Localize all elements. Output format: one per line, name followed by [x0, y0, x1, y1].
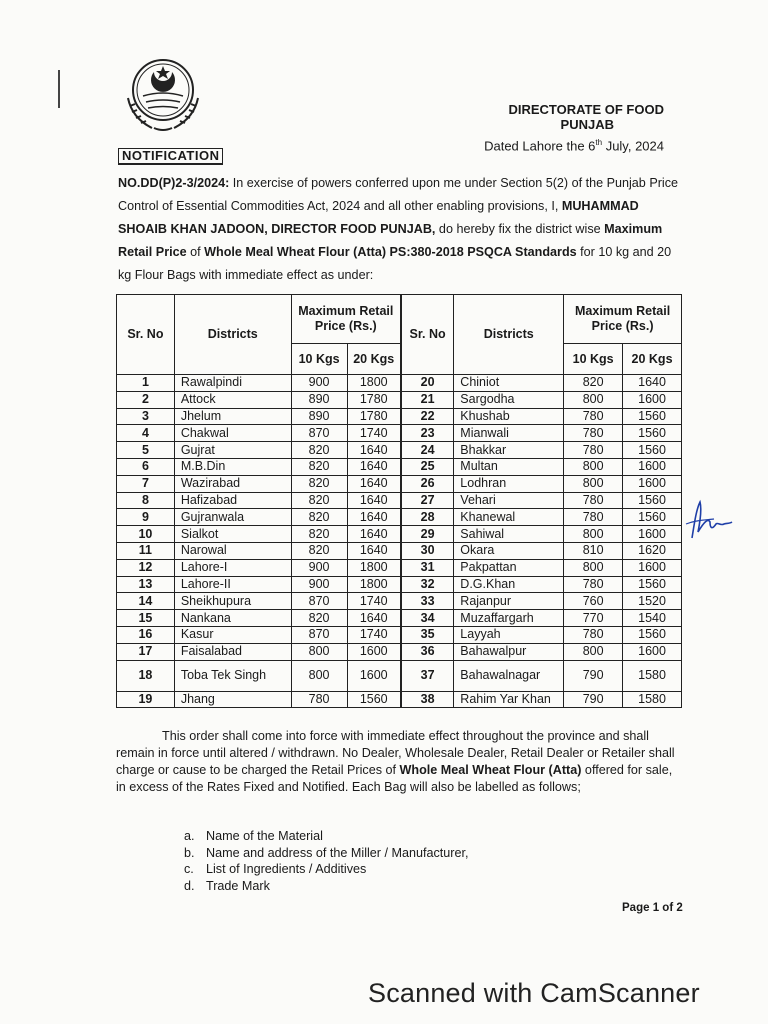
district-cell: Sargodha: [454, 391, 564, 408]
table-row: [117, 391, 682, 408]
price-10kg-cell: 820: [291, 442, 347, 459]
sr-no-cell: 9: [117, 509, 175, 526]
order-paragraph: This order shall come into force with immediate effect throughout the province and shall remain in force until altered / withdrawn. No Dealer, Wholesale Dealer, Retail Dealer or Retailer shall charge or cause to be charged the Retail Prices of Whole Meal Wheat Flour (Atta) offered for sale, in excess of the Rates Fixed and Notified. Each Bag will also be labelled as follows;: [116, 729, 675, 794]
price-10kg-cell: 800: [564, 458, 623, 475]
product-name: Whole Meal Wheat Flour (Atta): [399, 763, 582, 777]
district-cell: Pakpattan: [454, 559, 564, 576]
price-20kg-cell: 1640: [347, 442, 401, 459]
sr-no-cell: 23: [401, 425, 454, 442]
price-10kg-cell: 790: [564, 691, 623, 708]
list-item: b. Name and address of the Miller / Manufacturer,: [184, 845, 469, 860]
price-20kg-cell: 1800: [347, 375, 401, 392]
district-cell: Rajanpur: [454, 593, 564, 610]
district-cell: Kasur: [174, 626, 291, 643]
table-row: [117, 626, 682, 643]
table-row: [117, 643, 682, 660]
price-10kg-cell: 820: [564, 375, 623, 392]
price-10kg-cell: 780: [564, 492, 623, 509]
district-cell: Lahore-II: [174, 576, 291, 593]
district-cell: Bhakkar: [454, 442, 564, 459]
price-20kg-cell: 1520: [623, 593, 682, 610]
district-cell: Chiniot: [454, 375, 564, 392]
sr-no-cell: 22: [401, 408, 454, 425]
sr-no-cell: 12: [117, 559, 175, 576]
table-row: [117, 691, 682, 708]
price-20kg-cell: 1640: [347, 610, 401, 627]
district-cell: M.B.Din: [174, 458, 291, 475]
price-10kg-cell: 870: [291, 626, 347, 643]
price-10kg-cell: 760: [564, 593, 623, 610]
signature: [684, 498, 734, 542]
price-20kg-cell: 1640: [347, 475, 401, 492]
table-row: [117, 559, 682, 576]
price-10kg-cell: 800: [291, 643, 347, 660]
price-20kg-cell: 1560: [623, 492, 682, 509]
price-20kg-cell: 1640: [347, 509, 401, 526]
district-cell: Khanewal: [454, 509, 564, 526]
price-20kg-cell: 1780: [347, 408, 401, 425]
price-20kg-cell: 1600: [623, 458, 682, 475]
district-cell: Gujranwala: [174, 509, 291, 526]
issue-date: Dated Lahore the 6th July, 2024: [484, 138, 664, 154]
district-cell: Multan: [454, 458, 564, 475]
price-20kg-cell: 1640: [347, 458, 401, 475]
sr-no-cell: 4: [117, 425, 175, 442]
price-10kg-cell: 780: [564, 509, 623, 526]
col-header-districts: Districts: [454, 295, 564, 375]
price-10kg-cell: 900: [291, 559, 347, 576]
reference-number: NO.DD(P)2-3/2024:: [118, 176, 230, 190]
price-10kg-cell: 770: [564, 610, 623, 627]
price-20kg-cell: 1580: [623, 660, 682, 691]
price-20kg-cell: 1640: [347, 492, 401, 509]
sr-no-cell: 37: [401, 660, 454, 691]
sr-no-cell: 10: [117, 526, 175, 543]
district-cell: Bahawalpur: [454, 643, 564, 660]
price-10kg-cell: 800: [564, 526, 623, 543]
sr-no-cell: 30: [401, 542, 454, 559]
col-header-20kg: 20 Kgs: [347, 344, 401, 375]
col-header-20kg: 20 Kgs: [623, 344, 682, 375]
table-row: [117, 576, 682, 593]
district-cell: Layyah: [454, 626, 564, 643]
list-item: a. Name of the Material: [184, 829, 323, 843]
sr-no-cell: 33: [401, 593, 454, 610]
col-header-sr: Sr. No: [401, 295, 454, 375]
notification-heading: NOTIFICATION: [118, 148, 223, 165]
price-10kg-cell: 820: [291, 475, 347, 492]
price-20kg-cell: 1640: [347, 526, 401, 543]
district-cell: Khushab: [454, 408, 564, 425]
price-10kg-cell: 820: [291, 492, 347, 509]
district-cell: Mianwali: [454, 425, 564, 442]
price-20kg-cell: 1600: [623, 391, 682, 408]
letterhead: [484, 102, 664, 154]
table-row: [117, 526, 682, 543]
price-10kg-cell: 780: [291, 691, 347, 708]
price-20kg-cell: 1600: [623, 526, 682, 543]
price-20kg-cell: 1560: [623, 408, 682, 425]
sr-no-cell: 38: [401, 691, 454, 708]
sr-no-cell: 3: [117, 408, 175, 425]
price-10kg-cell: 870: [291, 593, 347, 610]
district-cell: Okara: [454, 542, 564, 559]
district-cell: Attock: [174, 391, 291, 408]
district-cell: Bahawalnagar: [454, 660, 564, 691]
sr-no-cell: 19: [117, 691, 175, 708]
price-table: [116, 294, 682, 708]
price-20kg-cell: 1580: [623, 691, 682, 708]
price-10kg-cell: 820: [291, 458, 347, 475]
scanner-watermark: Scanned with CamScanner: [368, 978, 700, 1008]
table-row: [117, 425, 682, 442]
price-10kg-cell: 890: [291, 408, 347, 425]
col-header-districts: Districts: [174, 295, 291, 375]
price-10kg-cell: 820: [291, 610, 347, 627]
sr-no-cell: 34: [401, 610, 454, 627]
district-cell: Gujrat: [174, 442, 291, 459]
price-10kg-cell: 800: [564, 559, 623, 576]
table-row: [117, 542, 682, 559]
price-10kg-cell: 780: [564, 425, 623, 442]
price-20kg-cell: 1740: [347, 593, 401, 610]
price-20kg-cell: 1600: [623, 643, 682, 660]
district-cell: Narowal: [174, 542, 291, 559]
price-20kg-cell: 1560: [623, 626, 682, 643]
col-header-10kg: 10 Kgs: [291, 344, 347, 375]
sr-no-cell: 29: [401, 526, 454, 543]
list-item: c. List of Ingredients / Additives: [184, 862, 367, 876]
price-10kg-cell: 810: [564, 542, 623, 559]
sr-no-cell: 11: [117, 542, 175, 559]
table-row: [117, 593, 682, 610]
price-20kg-cell: 1620: [623, 542, 682, 559]
district-cell: Hafizabad: [174, 492, 291, 509]
col-header-sr: Sr. No: [117, 295, 175, 375]
notification-intro: NO.DD(P)2-3/2024: In exercise of powers conferred upon me under Section 5(2) of the Punjab Price Control of Essential Commodities Act, 2024 and all other enabling provisions, I, MUHAMMAD SHOAIB KHAN JADOON, DIRECTOR FOOD PUNJAB, do hereby fix the district wise Maximum Retail Price of Whole Meal Wheat Flour (Atta) PS:380-2018 PSQCA Standards for 10 kg and 20 kg Flour Bags with immediate effect as under:: [118, 176, 679, 282]
sr-no-cell: 2: [117, 391, 175, 408]
price-10kg-cell: 800: [291, 660, 347, 691]
sr-no-cell: 36: [401, 643, 454, 660]
sr-no-cell: 15: [117, 610, 175, 627]
district-cell: Jhelum: [174, 408, 291, 425]
table-row: [117, 375, 682, 392]
district-cell: D.G.Khan: [454, 576, 564, 593]
col-header-mrp: Maximum Retail Price (Rs.): [564, 295, 682, 344]
price-10kg-cell: 780: [564, 442, 623, 459]
sr-no-cell: 21: [401, 391, 454, 408]
price-20kg-cell: 1600: [347, 643, 401, 660]
price-20kg-cell: 1740: [347, 425, 401, 442]
table-row: [117, 442, 682, 459]
scan-margin-mark: [58, 70, 60, 108]
product-name: Whole Meal Wheat Flour (Atta) PS:380-2018 PSQCA Standards: [204, 245, 577, 259]
sr-no-cell: 1: [117, 375, 175, 392]
price-10kg-cell: 820: [291, 542, 347, 559]
price-10kg-cell: 900: [291, 576, 347, 593]
sr-no-cell: 20: [401, 375, 454, 392]
price-20kg-cell: 1800: [347, 576, 401, 593]
district-cell: Muzaffargarh: [454, 610, 564, 627]
district-cell: Sahiwal: [454, 526, 564, 543]
price-20kg-cell: 1640: [347, 542, 401, 559]
district-cell: Sheikhupura: [174, 593, 291, 610]
sr-no-cell: 16: [117, 626, 175, 643]
price-20kg-cell: 1800: [347, 559, 401, 576]
sr-no-cell: 24: [401, 442, 454, 459]
director-name: MUHAMMAD SHOAIB KHAN JADOON, DIRECTOR FOOD PUNJAB,: [118, 199, 639, 236]
price-20kg-cell: 1560: [347, 691, 401, 708]
district-cell: Lodhran: [454, 475, 564, 492]
price-10kg-cell: 870: [291, 425, 347, 442]
district-cell: Rawalpindi: [174, 375, 291, 392]
sr-no-cell: 13: [117, 576, 175, 593]
price-20kg-cell: 1780: [347, 391, 401, 408]
table-row: [117, 475, 682, 492]
price-20kg-cell: 1540: [623, 610, 682, 627]
district-cell: Sialkot: [174, 526, 291, 543]
sr-no-cell: 25: [401, 458, 454, 475]
col-header-mrp: Maximum Retail Price (Rs.): [291, 295, 401, 344]
table-row: [117, 509, 682, 526]
table-row: [117, 408, 682, 425]
district-cell: Rahim Yar Khan: [454, 691, 564, 708]
price-20kg-cell: 1560: [623, 509, 682, 526]
sr-no-cell: 26: [401, 475, 454, 492]
sr-no-cell: 28: [401, 509, 454, 526]
list-item: d. Trade Mark: [184, 878, 270, 893]
price-10kg-cell: 900: [291, 375, 347, 392]
price-10kg-cell: 820: [291, 526, 347, 543]
district-cell: Faisalabad: [174, 643, 291, 660]
table-row: [117, 610, 682, 627]
price-20kg-cell: 1640: [623, 375, 682, 392]
sr-no-cell: 18: [117, 660, 175, 691]
sr-no-cell: 7: [117, 475, 175, 492]
price-10kg-cell: 800: [564, 391, 623, 408]
table-row: [117, 492, 682, 509]
table-row: [117, 458, 682, 475]
price-10kg-cell: 820: [291, 509, 347, 526]
price-10kg-cell: 780: [564, 576, 623, 593]
sr-no-cell: 5: [117, 442, 175, 459]
sr-no-cell: 17: [117, 643, 175, 660]
price-20kg-cell: 1600: [623, 559, 682, 576]
district-cell: Vehari: [454, 492, 564, 509]
price-10kg-cell: 800: [564, 643, 623, 660]
district-cell: Nankana: [174, 610, 291, 627]
table-row: [117, 660, 682, 691]
price-10kg-cell: 780: [564, 626, 623, 643]
sr-no-cell: 8: [117, 492, 175, 509]
sr-no-cell: 27: [401, 492, 454, 509]
price-10kg-cell: 790: [564, 660, 623, 691]
price-20kg-cell: 1600: [347, 660, 401, 691]
directorate-name: DIRECTORATE OF FOOD: [508, 102, 664, 117]
district-cell: Jhang: [174, 691, 291, 708]
sr-no-cell: 31: [401, 559, 454, 576]
sr-no-cell: 35: [401, 626, 454, 643]
province-name: PUNJAB: [560, 117, 614, 132]
price-20kg-cell: 1560: [623, 576, 682, 593]
page-number: Page 1 of 2: [622, 902, 683, 914]
price-10kg-cell: 890: [291, 391, 347, 408]
price-20kg-cell: 1600: [623, 475, 682, 492]
sr-no-cell: 6: [117, 458, 175, 475]
price-10kg-cell: 780: [564, 408, 623, 425]
district-cell: Wazirabad: [174, 475, 291, 492]
price-20kg-cell: 1560: [623, 425, 682, 442]
price-20kg-cell: 1740: [347, 626, 401, 643]
sr-no-cell: 32: [401, 576, 454, 593]
col-header-10kg: 10 Kgs: [564, 344, 623, 375]
district-cell: Toba Tek Singh: [174, 660, 291, 691]
sr-no-cell: 14: [117, 593, 175, 610]
price-20kg-cell: 1560: [623, 442, 682, 459]
price-10kg-cell: 800: [564, 475, 623, 492]
district-cell: Lahore-I: [174, 559, 291, 576]
label-requirements-list: [184, 828, 469, 894]
district-cell: Chakwal: [174, 425, 291, 442]
government-of-punjab-emblem: [118, 52, 208, 136]
